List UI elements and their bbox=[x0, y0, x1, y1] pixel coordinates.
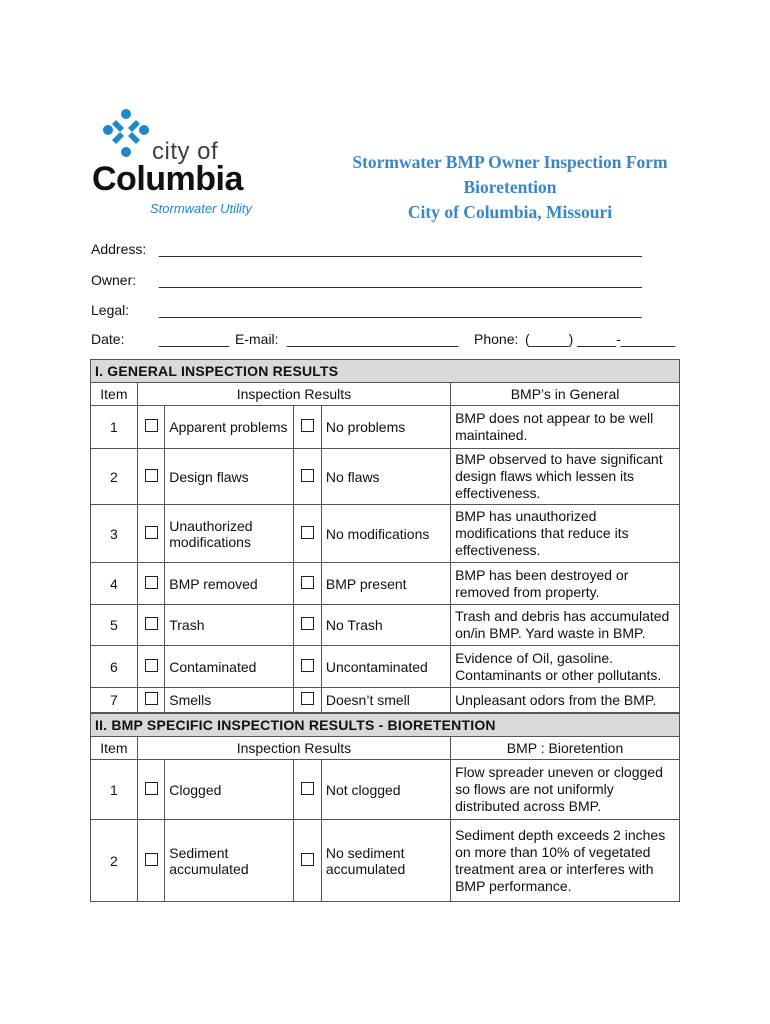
row-item-number: 2 bbox=[91, 820, 138, 902]
table-row bbox=[91, 688, 680, 713]
section1-col-item: Item bbox=[91, 383, 138, 406]
result-option-a: Clogged bbox=[165, 760, 294, 820]
checkbox-a[interactable] bbox=[137, 605, 164, 646]
checkbox-icon[interactable] bbox=[301, 576, 314, 589]
result-option-a: Sediment accumulated bbox=[165, 820, 294, 902]
result-option-b: Doesn’t smell bbox=[321, 688, 450, 713]
table-row bbox=[91, 760, 680, 820]
checkbox-a[interactable] bbox=[137, 760, 164, 820]
email-blank[interactable]: ______________________ bbox=[287, 331, 459, 347]
section1-col-bmp: BMP’s in General bbox=[451, 383, 680, 406]
title-line-3: City of Columbia, Missouri bbox=[407, 202, 613, 222]
result-option-b: BMP present bbox=[321, 563, 450, 605]
checkbox-icon[interactable] bbox=[145, 526, 158, 539]
legal-blank[interactable]: ______________________________________________________________ bbox=[159, 302, 642, 318]
checkbox-b[interactable] bbox=[294, 449, 321, 505]
bmp-description: BMP has unauthorized modifications that reduce its effectiveness. bbox=[451, 505, 680, 563]
checkbox-icon[interactable] bbox=[145, 617, 158, 630]
checkbox-a[interactable] bbox=[137, 406, 164, 449]
general-inspection-table bbox=[90, 359, 680, 713]
checkbox-b[interactable] bbox=[294, 760, 321, 820]
checkbox-a[interactable] bbox=[137, 563, 164, 605]
email-label: E-mail: bbox=[235, 331, 279, 347]
bmp-description: BMP has been destroyed or removed from property. bbox=[451, 563, 680, 605]
bmp-description: BMP observed to have significant design flaws which lessen its effectiveness. bbox=[451, 449, 680, 505]
table-row bbox=[91, 820, 680, 902]
checkbox-b[interactable] bbox=[294, 406, 321, 449]
checkbox-icon[interactable] bbox=[301, 419, 314, 432]
checkbox-a[interactable] bbox=[137, 646, 164, 688]
checkbox-icon[interactable] bbox=[301, 469, 314, 482]
checkbox-icon[interactable] bbox=[145, 853, 158, 866]
row-item-number: 5 bbox=[91, 605, 138, 646]
result-option-a: BMP removed bbox=[165, 563, 294, 605]
bmp-description: Evidence of Oil, gasoline. Contaminants or other pollutants. bbox=[451, 646, 680, 688]
checkbox-icon[interactable] bbox=[145, 576, 158, 589]
result-option-b: No flaws bbox=[321, 449, 450, 505]
address-blank[interactable]: ______________________________________________________________ bbox=[159, 241, 642, 257]
result-option-b: No sediment accumulated bbox=[321, 820, 450, 902]
row-item-number: 4 bbox=[91, 563, 138, 605]
checkbox-a[interactable] bbox=[137, 505, 164, 563]
row-item-number: 6 bbox=[91, 646, 138, 688]
result-option-a: Unauthorized modifications bbox=[165, 505, 294, 563]
row-item-number: 3 bbox=[91, 505, 138, 563]
result-option-a: Contaminated bbox=[165, 646, 294, 688]
title-line-1: Stormwater BMP Owner Inspection Form bbox=[352, 152, 668, 172]
section1-col-results: Inspection Results bbox=[137, 383, 450, 406]
result-option-b: No modifications bbox=[321, 505, 450, 563]
row-item-number: 2 bbox=[91, 449, 138, 505]
logo-utility: Stormwater Utility bbox=[150, 201, 252, 216]
table-row bbox=[91, 505, 680, 563]
bmp-description: Trash and debris has accumulated on/in BMP. Yard waste in BMP. bbox=[451, 605, 680, 646]
checkbox-icon[interactable] bbox=[301, 526, 314, 539]
legal-label: Legal: bbox=[91, 302, 130, 318]
result-option-b: Not clogged bbox=[321, 760, 450, 820]
bmp-description: Flow spreader uneven or clogged so flows are not uniformly distributed across BMP. bbox=[451, 760, 680, 820]
checkbox-a[interactable] bbox=[137, 688, 164, 713]
section1-title: I. GENERAL INSPECTION RESULTS bbox=[91, 360, 680, 383]
checkbox-b[interactable] bbox=[294, 688, 321, 713]
row-item-number: 1 bbox=[91, 760, 138, 820]
phone-blank[interactable]: (_____) _____-_______ bbox=[525, 331, 676, 347]
checkbox-a[interactable] bbox=[137, 449, 164, 505]
result-option-b: No problems bbox=[321, 406, 450, 449]
result-option-a: Smells bbox=[165, 688, 294, 713]
result-option-a: Design flaws bbox=[165, 449, 294, 505]
result-option-a: Trash bbox=[165, 605, 294, 646]
bioretention-inspection-table bbox=[90, 713, 680, 902]
checkbox-icon[interactable] bbox=[301, 853, 314, 866]
city-of-columbia-logo bbox=[90, 108, 280, 220]
checkbox-icon[interactable] bbox=[301, 782, 314, 795]
people-circle-icon bbox=[102, 108, 150, 164]
bmp-description: Sediment depth exceeds 2 inches on more than 10% of vegetated treatment area or interferes with BMP performance. bbox=[451, 820, 680, 902]
section2-col-item: Item bbox=[91, 737, 138, 760]
checkbox-b[interactable] bbox=[294, 563, 321, 605]
owner-label: Owner: bbox=[91, 272, 137, 288]
row-item-number: 7 bbox=[91, 688, 138, 713]
checkbox-icon[interactable] bbox=[145, 782, 158, 795]
date-blank[interactable]: _________ bbox=[159, 331, 230, 347]
section2-title: II. BMP SPECIFIC INSPECTION RESULTS - BIORETENTION bbox=[91, 714, 680, 737]
form-title bbox=[330, 150, 690, 225]
checkbox-icon[interactable] bbox=[301, 659, 314, 672]
checkbox-icon[interactable] bbox=[301, 617, 314, 630]
title-line-2: Bioretention bbox=[463, 177, 557, 197]
row-item-number: 1 bbox=[91, 406, 138, 449]
address-label: Address: bbox=[91, 241, 147, 257]
checkbox-icon[interactable] bbox=[145, 692, 158, 705]
section2-col-bmp: BMP : Bioretention bbox=[451, 737, 680, 760]
checkbox-icon[interactable] bbox=[145, 659, 158, 672]
phone-label: Phone: bbox=[474, 331, 519, 347]
checkbox-b[interactable] bbox=[294, 820, 321, 902]
result-option-b: Uncontaminated bbox=[321, 646, 450, 688]
table-row bbox=[91, 605, 680, 646]
checkbox-b[interactable] bbox=[294, 505, 321, 563]
table-row bbox=[91, 646, 680, 688]
logo-city-of: city of bbox=[152, 138, 219, 165]
date-label: Date: bbox=[91, 331, 125, 347]
result-option-b: No Trash bbox=[321, 605, 450, 646]
table-row bbox=[91, 563, 680, 605]
checkbox-icon[interactable] bbox=[301, 692, 314, 705]
table-row bbox=[91, 449, 680, 505]
checkbox-icon[interactable] bbox=[145, 469, 158, 482]
checkbox-b[interactable] bbox=[294, 605, 321, 646]
checkbox-b[interactable] bbox=[294, 646, 321, 688]
result-option-a: Apparent problems bbox=[165, 406, 294, 449]
section2-col-results: Inspection Results bbox=[137, 737, 450, 760]
bmp-description: BMP does not appear to be well maintained. bbox=[451, 406, 680, 449]
table-row bbox=[91, 406, 680, 449]
bmp-description: Unpleasant odors from the BMP. bbox=[451, 688, 680, 713]
checkbox-icon[interactable] bbox=[145, 419, 158, 432]
logo-columbia: Columbia bbox=[92, 160, 243, 198]
checkbox-a[interactable] bbox=[137, 820, 164, 902]
owner-blank[interactable]: ______________________________________________________________ bbox=[159, 272, 642, 288]
